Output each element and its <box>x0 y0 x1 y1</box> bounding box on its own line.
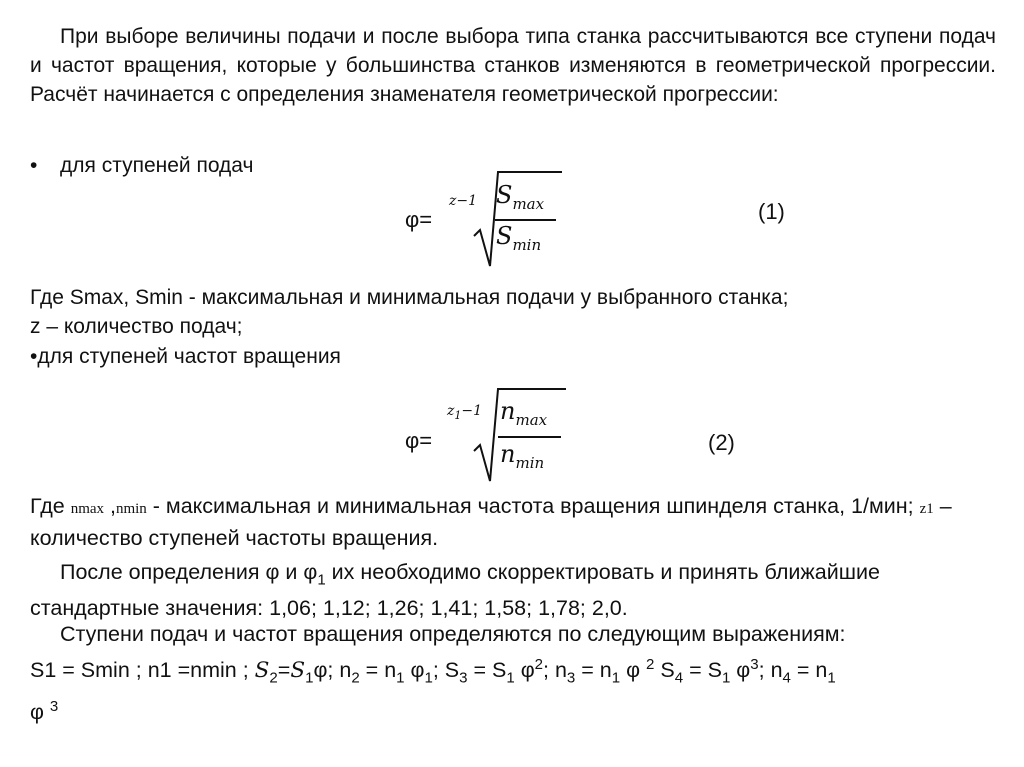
steps-intro: Ступени подач и частот вращения определяются по следующим выражениям: <box>60 622 846 646</box>
formula-1-fraction-bar <box>495 219 556 221</box>
bullet-symbol: • <box>30 154 38 177</box>
formula-1-numerator: $S_{max}$ <box>496 181 545 213</box>
formula-1-root-index: z−1 <box>449 193 478 209</box>
where-nmax-nmin: Где nmax ,nmin - максимальная и минимальная частота вращения шпинделя станка, 1/мин; z1 – количество ступеней частоты вращения. <box>30 494 952 550</box>
formula-1-number: (1) <box>758 199 785 224</box>
formula-1-lhs: φ= <box>405 207 433 232</box>
intro-paragraph: При выборе величины подачи и после выбора типа станка рассчитываются все ступени подач и частот вращения, которые у большинства станков изменяются в геометрической прогрессии. Расчёт начинается с определения знаменателя геометрической прогрессии: <box>30 25 996 106</box>
formula-2-numerator: $n_{max}$ <box>500 397 548 429</box>
steps-expressions: S1 = Smin ; n1 =nmin ; $S_2=S_1\varphi$; $n_2 = n_1$ $\varphi_1$; $S_3 = S_1$ $\varphi^2$; $n_3 = n_1$ φ $^2$ $S_4 = S_1$ $\varphi^3$; $n_4 = n_1$ φ $^3$ <box>30 656 836 725</box>
formula-2-denominator: $n_{min}$ <box>500 440 545 472</box>
bullet-feed-steps <box>30 151 253 180</box>
formula-2-lhs: φ= <box>405 428 433 453</box>
bullet-feed-steps-text: для ступеней подач <box>60 154 254 177</box>
z-definition: z – количество подач; <box>30 315 243 338</box>
where-smax-smin: Где Smax, Smin - максимальная и минимальная подачи у выбранного станка; <box>30 286 789 309</box>
formula-2-root-index: $z_1-1$ <box>447 403 483 422</box>
formula-1-denominator: $S_{min}$ <box>496 222 542 254</box>
correction-paragraph: После определения φ и $\varphi_1$ их необходимо скорректировать и принять ближайшие стандартные значения: 1,06; 1,12; 1,26; 1,41; 1,58; 1,78; 2,0. <box>30 560 880 621</box>
bullet-rotation-steps: •для ступеней частот вращения <box>30 345 341 368</box>
formula-2-number: (2) <box>708 430 735 455</box>
formula-2-fraction-bar <box>498 436 561 438</box>
